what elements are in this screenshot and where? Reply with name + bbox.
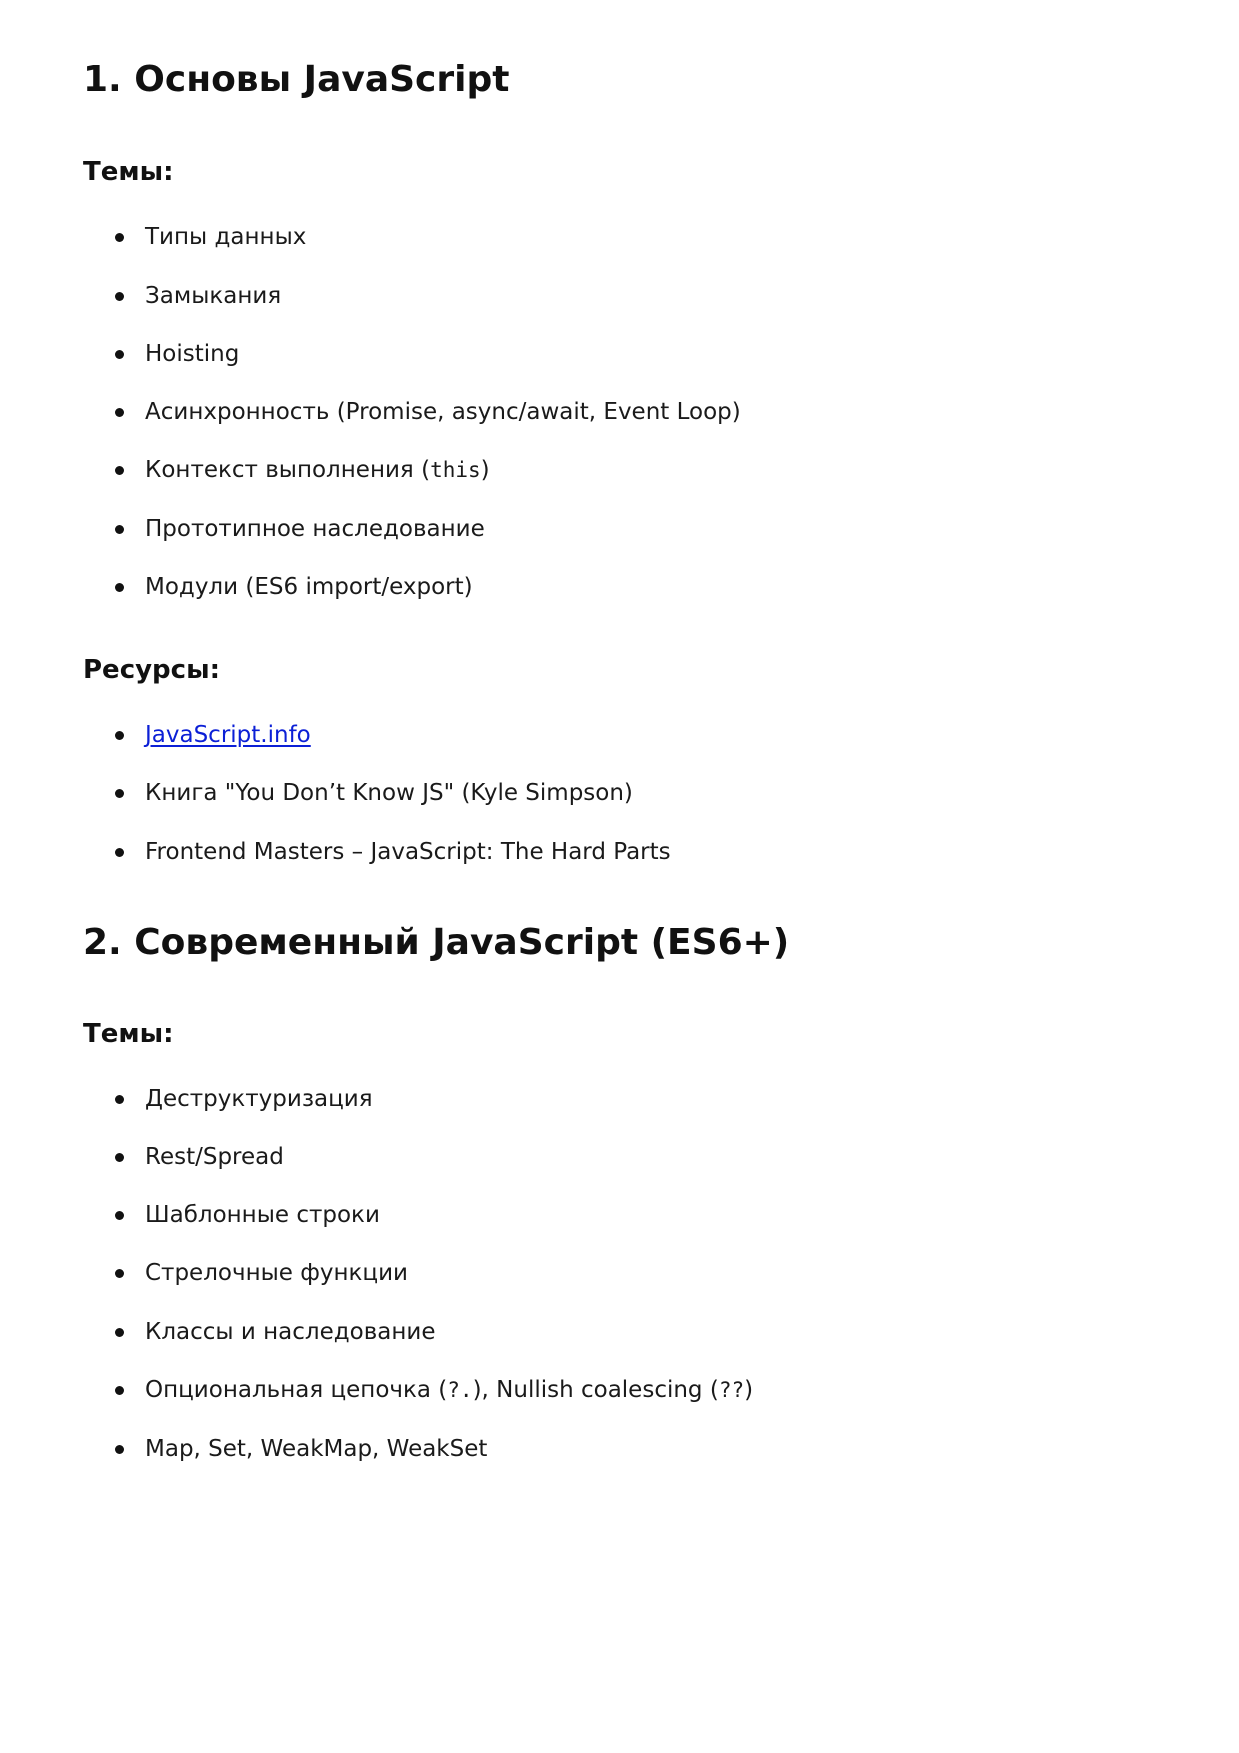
bullet-icon <box>115 789 124 798</box>
section-1-topics-heading: Темы: <box>83 157 174 187</box>
bullet-icon <box>115 583 124 592</box>
bullet-icon <box>115 1328 124 1337</box>
bullet-icon <box>115 408 124 417</box>
bullet-icon <box>115 848 124 857</box>
section-1-resources-heading: Ресурсы: <box>83 655 220 685</box>
document-page: 1. Основы JavaScript Темы: Типы данных Замыкания Hoisting Асинхронность (Promise, async/await, Event Loop) Контекст выполнения (this) Прототипное наследование Модули (ES6 import/export) Ресурсы: JavaScript.info Книга "You Don’t Know JS" (Kyle Simpson) Frontend Masters – JavaScript: The Hard Parts 2. Современный JavaScript (ES6+) Темы: Деструктуризация Rest/Spread Шаблонные строки Стрелочные функции Классы и наследование Опциональная цепочка (?.), Nullish coalescing (??) Map, Set, WeakMap, WeakSet <box>83 59 790 1462</box>
inline-code: ?. <box>447 1378 473 1402</box>
bullet-icon <box>115 731 124 740</box>
bullet-icon <box>115 1386 124 1395</box>
javascript-info-link[interactable]: JavaScript.info <box>145 722 311 748</box>
section-2-title: 2. Современный JavaScript (ES6+) <box>83 922 790 963</box>
section-2-topics-heading: Темы: <box>83 1019 174 1049</box>
bullet-icon <box>115 292 124 301</box>
bullet-icon <box>115 466 124 475</box>
bullet-icon <box>115 1095 124 1104</box>
bullet-icon <box>115 1211 124 1220</box>
inline-code: ?? <box>718 1378 745 1402</box>
bullet-icon <box>115 1445 124 1454</box>
bullet-icon <box>115 350 124 359</box>
bullet-icon <box>115 233 124 242</box>
bullet-icon <box>115 1153 124 1162</box>
bullet-icon <box>115 1269 124 1278</box>
section-1-title: 1. Основы JavaScript <box>83 59 510 100</box>
inline-code: this <box>430 458 481 482</box>
bullet-icon <box>115 525 124 534</box>
